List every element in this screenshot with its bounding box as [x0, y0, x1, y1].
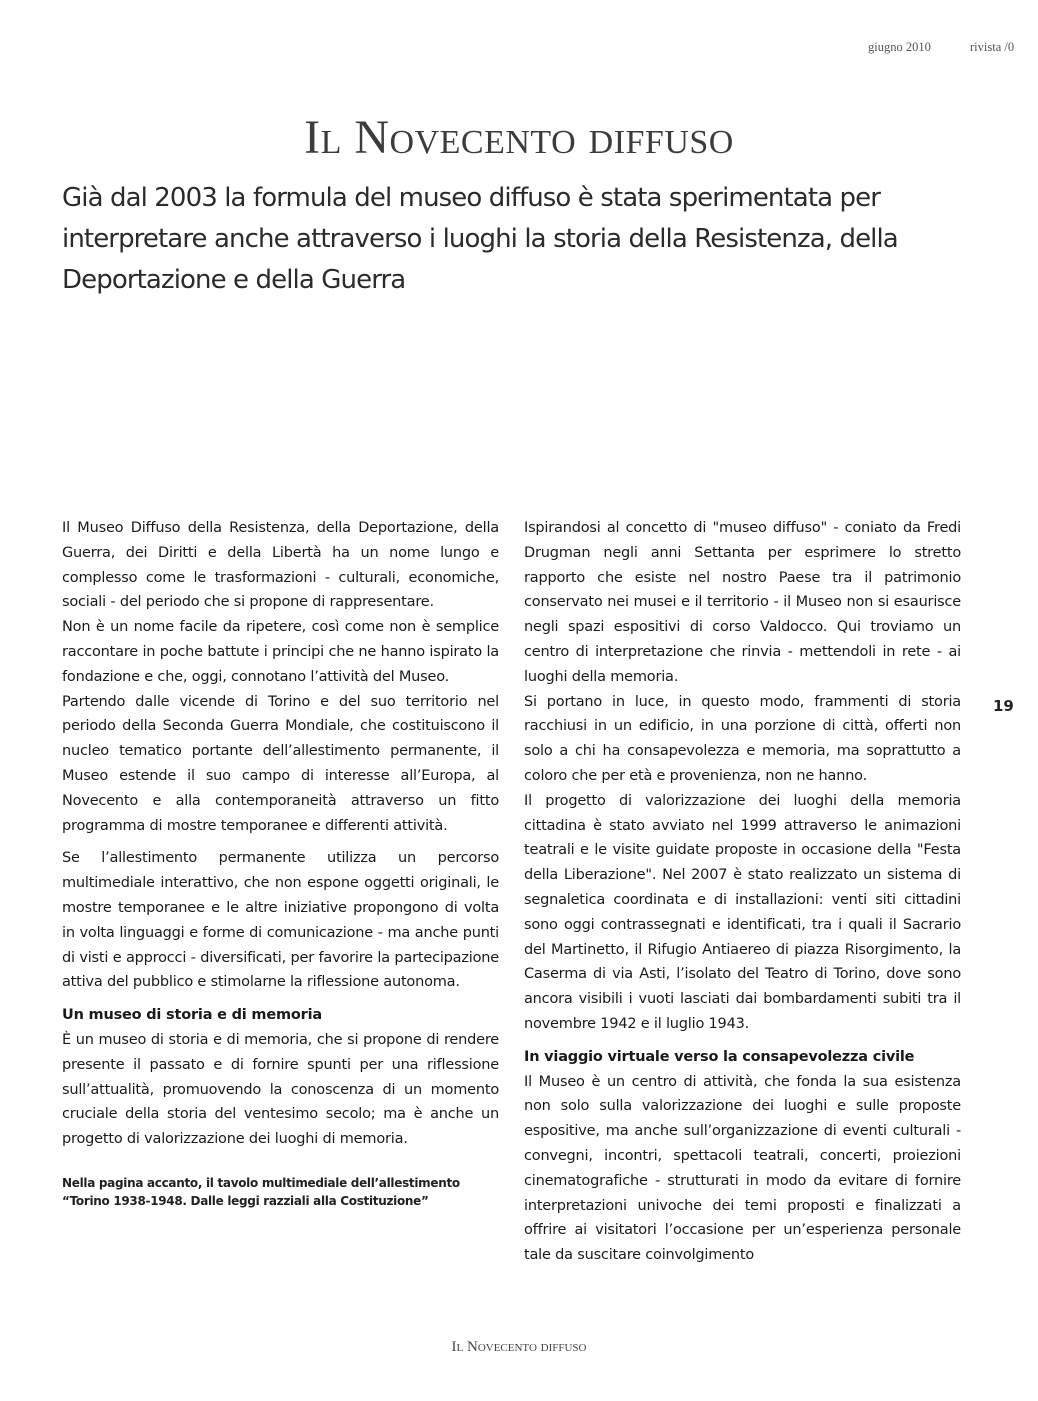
paragraph: Non è un nome facile da ripetere, così come non è semplice raccontare in poche battute i principi che ne hanno ispirato la fondazione e che, oggi, connotano l’attività del Museo.: [62, 619, 499, 685]
paragraph: Il progetto di valorizzazione dei luoghi della memoria cittadina è stato avviato nel 1999 attraverso le animazioni teatrali e le visite guidate proposte in occasione della "Festa della Liberazione". Nel 2007 è stato realizzato un sistema di segnaletica coordinata e di installazioni: venti siti cittadini sono oggi contrassegnati e identificati, tra i quali il Sacrario del Martinetto, il Rifugio Antiaereo di piazza Risorgimento, la Caserma di via Asti, l’isolato del Teatro di Torino, dove sono ancora visibili i vuoti lasciati dai bombardamenti subiti tra il novembre 1942 e il luglio 1943.: [524, 792, 961, 1032]
section-heading: In viaggio virtuale verso la consapevolezza civile: [524, 1048, 915, 1065]
page-number: 19: [993, 697, 1014, 715]
paragraph: Se l’allestimento permanente utilizza un percorso multimediale interattivo, che non espone oggetti originali, le mostre temporanee e le altre iniziative propongono di volta in volta linguaggi e forme di comunicazione - ma anche punti di visti e approcci - diversificati, per favorire la partecipazione attiva del pubblico e stimolarne la riflessione autonoma.: [62, 850, 499, 991]
page-footer: Il Novecento diffuso: [451, 1339, 587, 1355]
paragraph: Il Museo Diffuso della Resistenza, della Deportazione, della Guerra, dei Diritti e della Libertà ha un nome lungo e complesso come le trasformazioni - culturali, economiche, sociali - del periodo che si propone di rappresentare.: [62, 520, 499, 611]
image-caption: Nella pagina accanto, il tavolo multimediale dell’allestimento “Torino 1938-1948. Dalle leggi razziali alla Costituzione”: [62, 1175, 460, 1208]
left-column: [62, 516, 499, 1210]
paragraph: Si portano in luce, in questo modo, frammenti di storia racchiusi in un edificio, in una porzione di città, offerti non solo a chi ha consapevolezza e memoria, ma soprattutto a coloro che per età e provenienza, non ne hanno.: [524, 693, 961, 784]
article-subtitle: Già dal 2003 la formula del museo diffuso è stata sperimentata per interpretare anche attraverso i luoghi la storia della Resistenza, della Deportazione e della Guerra: [62, 183, 898, 295]
article-title: Il Novecento diffuso: [304, 111, 734, 164]
paragraph: Il Museo è un centro di attività, che fonda la sua esistenza non solo sulla valorizzazione dei luoghi e sulle proposte espositive, ma anche sull’organizzazione di eventi culturali - convegni, incontri, spettacoli teatrali, concerti, proiezioni cinematografiche - strutturati in modo da evitare di fornire interpretazioni univoche dei temi proposti e finalizzati a offrire ai visitatori l’occasione per un’esperienza personale tale da suscitare coinvolgimento: [524, 1073, 961, 1264]
right-column: [524, 516, 961, 1268]
paragraph: È un museo di storia e di memoria, che si propone di rendere presente il passato e di fornire spunti per una riflessione sull’attualità, promuovendo la conoscenza di un momento cruciale della storia del ventesimo secolo; ma è anche un progetto di valorizzazione dei luoghi di memoria.: [62, 1031, 499, 1148]
section-heading: Un museo di storia e di memoria: [62, 1007, 322, 1024]
paragraph: Partendo dalle vicende di Torino e del suo territorio nel periodo della Seconda Guerra Mondiale, che costituiscono il nucleo tematico portante dell’allestimento permanente, il Museo estende il suo campo di interesse all’Europa, al Novecento e alla contemporaneità attraverso un fitto programma di mostre temporanee e differenti attività.: [62, 693, 499, 834]
paragraph: Ispirandosi al concetto di "museo diffuso" - coniato da Fredi Drugman negli anni Settanta per esprimere lo stretto rapporto che esiste nel nostro Paese tra il patrimonio conservato nei musei e il territorio - il Museo non si esaurisce negli spazi espositivi di corso Valdocco. Qui troviamo un centro di interpretazione che rinvia - mettendoli in rete - ai luoghi della memoria.: [524, 520, 961, 685]
header-magazine: rivista /0: [970, 40, 1015, 54]
header-date: giugno 2010: [868, 40, 931, 54]
